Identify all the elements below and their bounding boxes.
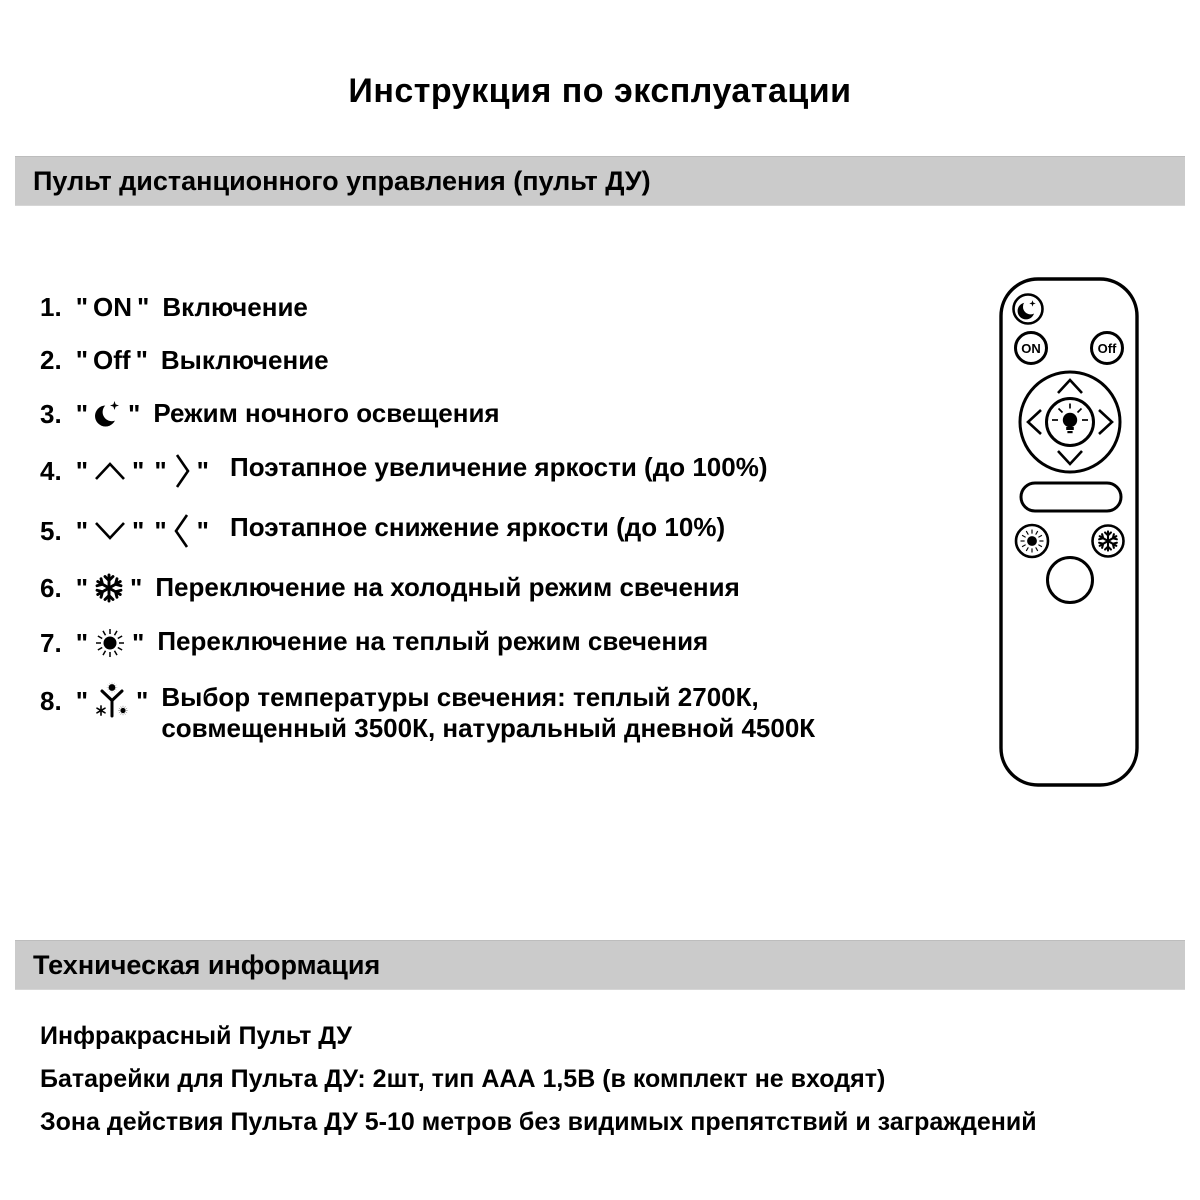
instruction-item xyxy=(40,398,970,430)
moon-icon xyxy=(93,398,123,430)
instruction-item xyxy=(40,682,970,744)
item-prefix xyxy=(40,682,153,720)
item-label: Выбор температуры свечения: теплый 2700К, совмещенный 3500К, натуральный дневной 4500К xyxy=(161,682,816,743)
instruction-item xyxy=(40,512,970,550)
button-name-token: ON xyxy=(93,292,133,322)
item-prefix xyxy=(40,292,154,323)
instruction-list xyxy=(40,292,970,766)
item-number: 6. xyxy=(40,572,62,603)
section-header-tech xyxy=(15,940,1185,990)
item-number: 8. xyxy=(40,685,62,716)
item-label: Переключение на теплый режим свечения xyxy=(157,626,709,656)
page-title: Инструкция по эксплуатации xyxy=(348,72,852,110)
tech-info-line: Зона действия Пульта ДУ 5-10 метров без видимых препятствий и заграждений xyxy=(40,1108,1037,1136)
item-number: 5. xyxy=(40,515,62,546)
section-header-remote xyxy=(15,156,1185,206)
quote-mark: " xyxy=(75,572,89,603)
quote-mark: " xyxy=(154,515,167,546)
quote-mark: " xyxy=(75,455,89,486)
quote-mark: " xyxy=(196,455,209,486)
item-number: 4. xyxy=(40,455,62,486)
item-label: Поэтапное увеличение яркости (до 100%) xyxy=(230,452,768,482)
item-prefix xyxy=(40,345,153,376)
quote-mark: " xyxy=(75,627,89,658)
quote-mark: " xyxy=(75,345,89,375)
item-label: Включение xyxy=(162,292,308,322)
quote-mark: " xyxy=(135,345,148,375)
quote-mark: " xyxy=(132,455,145,486)
quote-mark: " xyxy=(137,292,150,322)
item-prefix xyxy=(40,572,147,604)
instruction-item xyxy=(40,345,970,376)
item-number: 2. xyxy=(40,345,62,375)
tech-info-line: Батарейки для Пульта ДУ: 2шт, тип ААА 1,5В (в комплект не входят) xyxy=(40,1065,886,1093)
item-label: Поэтапное снижение яркости (до 10%) xyxy=(230,512,726,542)
quote-mark: " xyxy=(136,685,149,716)
item-label: Выключение xyxy=(160,345,329,375)
sun-icon xyxy=(93,626,127,660)
quote-mark: " xyxy=(75,515,89,546)
quote-mark: " xyxy=(132,515,145,546)
quote-mark: " xyxy=(128,398,141,429)
quote-mark: " xyxy=(75,685,89,716)
item-prefix xyxy=(40,512,214,550)
chevron-down-icon xyxy=(93,519,127,543)
quote-mark: " xyxy=(75,398,89,429)
quote-mark: " xyxy=(132,627,145,658)
section-header-tech-label: Техническая информация xyxy=(33,949,381,980)
quote-mark: " xyxy=(196,515,209,546)
item-prefix xyxy=(40,398,145,430)
chevron-up-icon xyxy=(93,459,127,483)
quote-mark: " xyxy=(130,572,143,603)
button-name-token: Off xyxy=(93,345,131,375)
instruction-item xyxy=(40,626,970,660)
warm-mode-button xyxy=(1016,525,1048,557)
off-button-label: Off xyxy=(1097,341,1117,356)
quote-mark: " xyxy=(154,455,167,486)
item-label: Переключение на холодный режим свечения xyxy=(155,572,740,602)
remote-drawing xyxy=(998,276,1142,795)
item-prefix xyxy=(40,452,214,490)
chevron-right-icon xyxy=(172,452,192,490)
item-number: 7. xyxy=(40,627,62,658)
instruction-item xyxy=(40,452,970,490)
item-number: 1. xyxy=(40,292,62,322)
temp-select-icon xyxy=(93,682,131,720)
tech-info xyxy=(40,1021,1037,1150)
on-button-label: ON xyxy=(1021,341,1041,356)
item-number: 3. xyxy=(40,398,62,429)
quote-mark: " xyxy=(75,292,89,322)
snowflake-icon xyxy=(93,572,125,604)
chevron-left-icon xyxy=(172,512,192,550)
instruction-item xyxy=(40,572,970,604)
item-prefix xyxy=(40,626,149,660)
section-header-remote-label: Пульт дистанционного управления (пульт ДУ) xyxy=(33,165,651,196)
item-label: Режим ночного освещения xyxy=(153,398,500,428)
tech-info-line: Инфракрасный Пульт ДУ xyxy=(40,1022,352,1050)
instruction-item xyxy=(40,292,970,323)
